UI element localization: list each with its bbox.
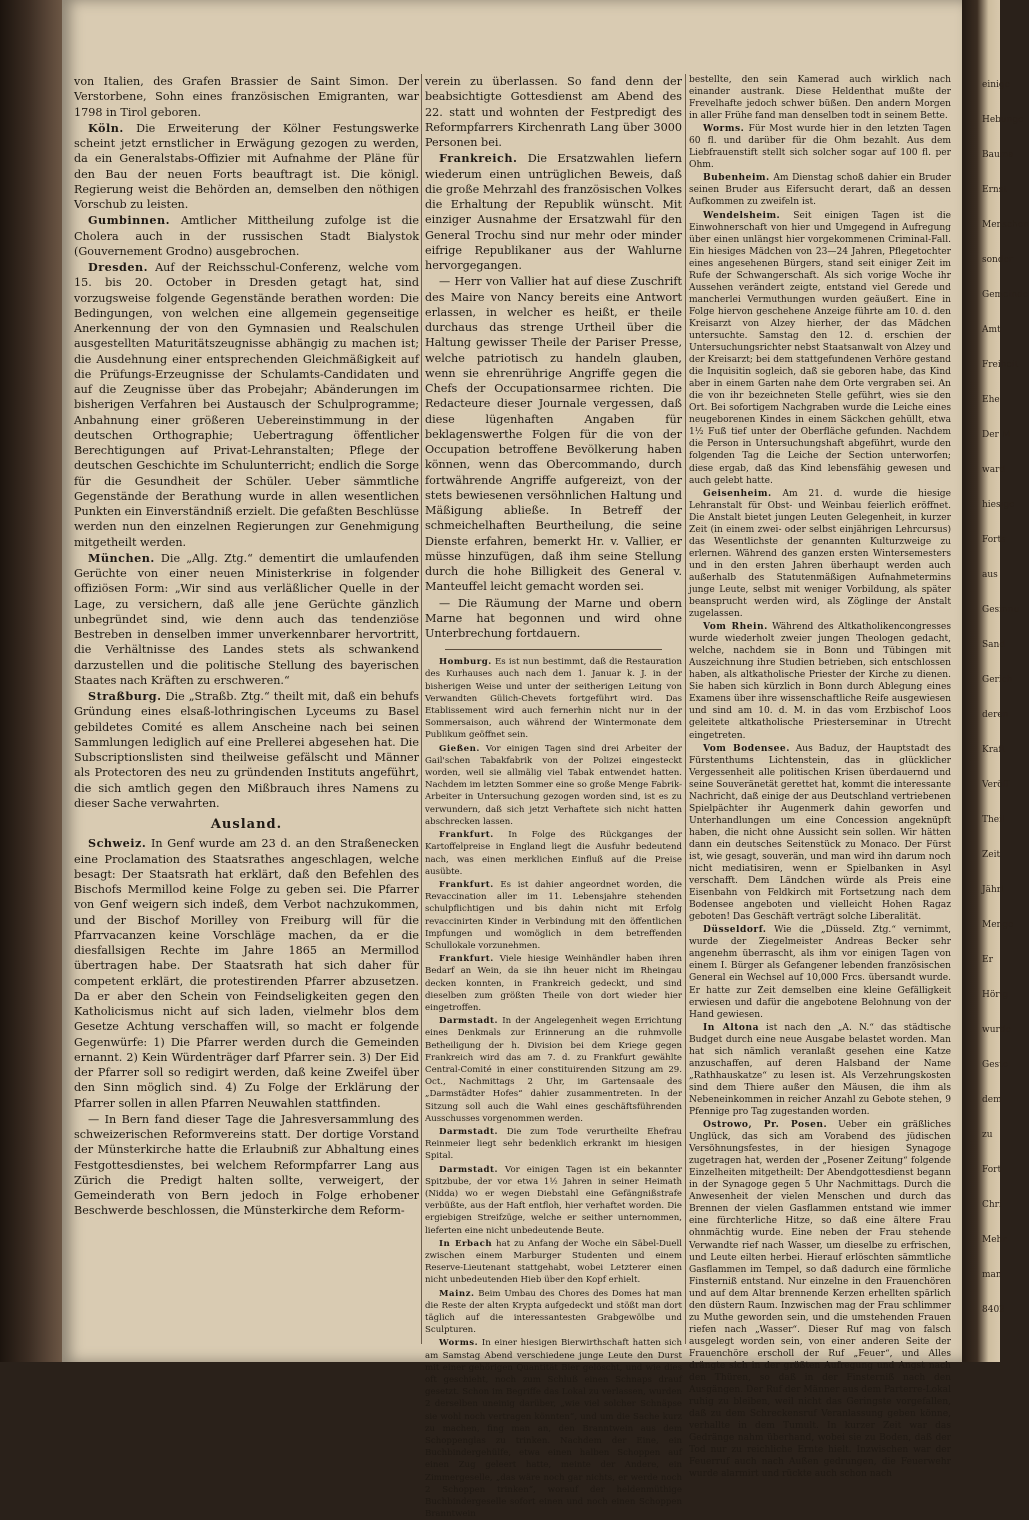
dateline: Düsseldorf. (703, 924, 767, 936)
edge-text-fragment: hiesige (982, 500, 1015, 510)
article-darmstadt-3 (425, 1164, 682, 1237)
edge-text-fragment: Sand (982, 640, 1006, 650)
dateline: München. (88, 550, 155, 565)
edge-text-fragment: deren (982, 710, 1009, 720)
dateline: Frankreich. (439, 151, 518, 166)
edge-text-fragment: Amt (982, 325, 1001, 335)
article-text: Auf der Reichsschul-Conferenz, welche vom 15. bis 20. October in Dresden getagt hat, sind vorzugsweise folgende Gegenstände berathen worden: Die Bedingungen, von welchen eine allgemein gegenseitige Anerkennung der von den Gymnasien und Realschulen ausgestellten Maturitätszeugnisse abhängig zu machen ist; die Ausdehnung einer entsprechenden Gleichmäßigkeit auf die Prüfungs-Erzeugnisse der Schulamts-Candidaten und auf die Zeugnisse über das Probejahr; Abänderungen im bisherigen Verfahren bei Austausch der Schulprogramme; Anbahnung einer größeren Uebereinstimmung in der deutschen Orthographie; Uebertragung öffentlicher Berechtigungen auf Privat-Lehranstalten; Pflege der deutschen Geschichte im Schulunterricht; endlich die Sorge für die Gesundheit der Schüler. Ueber sämmtliche Gegenstände der Berathung wurde in allen wesentlichen Punkten ein Einverständniß erzielt. Die gefaßten Beschlüsse werden nun den einzelnen Regierungen zur Genehmigung mitgetheilt werden. (74, 261, 419, 549)
edge-text-fragment: man (982, 1270, 1002, 1280)
dateline: Homburg. (439, 657, 492, 668)
edge-text-fragment: Gerich (982, 675, 1013, 685)
article-text: Aus Baduz, der Hauptstadt des Fürstenthums Lichtenstein, das in glücklicher Vergessenheit alle politischen Krisen überdauernd und seine Souveränetät gerettet hat, kommt die interessante Nachricht, daß einige der aus Deutschland vertriebenen Spielpächter ihr Augenmerk dahin geworfen und Unterhandlungen um eine Concession angeknüpft haben, die nicht ohne Aussicht sein sollen. Wir hätten dann ein deutsches Seitenstück zu Monaco. Der Fürst ist, wie gesagt, souverän, und man wird ihn darum noch nicht mediatisiren, wenn er Spielbanken in Asyl verschafft. Dem Ländchen würde als Preis eine Eisenbahn von Feldkirch mit Fortsetzung nach dem Bodensee angeboten und vielleicht Hohen Ragaz geboten! Das Geschäft verträgt solche Liberalität. (689, 743, 951, 923)
dateline: Geisenheim. (703, 487, 772, 499)
edge-text-fragment: zu (982, 1130, 993, 1140)
edge-text-fragment: Er (982, 955, 993, 965)
dateline: In Altona (703, 1021, 759, 1033)
dateline: Straßburg. (88, 689, 162, 703)
next-page-edge (962, 0, 1029, 1362)
article-text: Vor einigen Tagen sind drei Arbeiter der Gail'schen Tabakfabrik von der Polizei eingesteckt worden, weil sie allmälig viel Tabak entwendet hatten. Nachdem im letzten Sommer eine so große Menge Fabrik-Arbeiter in Untersuchung gezogen worden sind, ist es zu verwundern, daß sich jetzt Verhaftete sich nicht hatten abschrecken lassen. (425, 743, 682, 827)
article-text: Am Dienstag schoß dahier ein Bruder seinen Bruder aus Eifersucht derart, daß an dessen Aufkommen zu zweifeln ist. (689, 173, 951, 208)
newspaper-page (62, 0, 962, 1520)
article-homburg (425, 656, 682, 741)
edge-text-fragment: sonder (982, 255, 1014, 265)
article-vom-rhein (689, 621, 951, 741)
article-marne: — Die Räumung der Marne und obern Marne hat begonnen und wird ohne Unterbrechung fortdauern. (425, 596, 682, 640)
article-frankfurt (425, 829, 682, 878)
article-erbach (425, 1238, 682, 1287)
article-text: Amtlicher Mittheilung zufolge ist die Cholera auch in der russischen Stadt Bialystok (Gouvernement Grodno) ausgebrochen. (74, 214, 419, 258)
article-text: Für Most wurde hier in den letzten Tagen 60 fl. und darüber für die Ohm bezahlt. Aus dem Liebfrauenstift stellt sich solcher sogar auf 100 fl. per Ohm. (689, 124, 951, 171)
dateline: Darmstadt. (439, 1164, 498, 1175)
edge-text-fragment: Ehe (982, 395, 1000, 405)
edge-text-fragment: Jährl (982, 885, 1004, 895)
edge-text-fragment: Zeit (982, 850, 1001, 860)
book-spine (0, 0, 62, 1362)
article-frankfurt-2 (425, 879, 682, 952)
article-ostrowo (689, 1119, 951, 1480)
edge-text-fragment: Freiheit (982, 360, 1019, 370)
article-vallier: — Herr von Vallier hat auf diese Zuschrift des Maire von Nancy bereits eine Antwort erlassen, in welcher es heißt, er theile durchaus das strenge Urtheil über die Haltung gewisser Theile der Pariser Presse, welche patriotisch zu handeln glauben, wenn sie ehrenrührige Angriffe gegen die Chefs der Occupationsarmee richten. Die Redacteure dieser Journale vergessen, daß diese lügenhaften Angaben für beklagenswerthe Folgen für die von der Occupation betroffene Bevölkerung haben können, wenn das Obercommando, durch fortwährende Angriffe aufgereizt, von der stets bewiesenen versöhnlichen Haltung und Mäßigung abließe. In Betreff der schmeichelhaften Beurtheilung, die seine Dienste erfahren, bemerkt Hr. v. Vallier, er müsse hinzufügen, daß ihm seine Stellung durch die hohe Billigkeit des General v. Manteuffel leicht gemacht worden sei. (425, 275, 682, 594)
dateline: Bubenheim. (703, 172, 770, 184)
article-text: Es ist dahier angeordnet worden, die Revaccination aller im 11. Lebensjahre stehenden schulpflichtigen und bis dahin nicht mit Erfolg revaccinirten Kinder in Verbindung mit den öffentlichen Impfungen und womöglich in dem betreffenden Schullokale vorzunehmen. (425, 879, 682, 951)
edge-text-fragment: Hörig (982, 990, 1009, 1000)
section-title-ausland: Ausland. (210, 817, 283, 832)
edge-text-fragment: Gesinnu (982, 605, 1020, 615)
article-text: Wie die „Düsseld. Ztg.“ vernimmt, wurde der Ziegelmeister Andreas Becker sehr angenehm überrascht, als ihm vor einigen Tagen von einem I. Bürger als Gefangener lebenden französischen General ein Wechsel auf 10,000 Frcs. übersandt wurde. Er hatte zur Zeit demselben eine kleine Gefälligkeit erwiesen und dafür die angebotene Belohnung von der Hand gewiesen. (689, 925, 951, 1020)
article-worms (689, 123, 951, 171)
dateline: Schweiz. (88, 836, 147, 851)
section-divider (445, 649, 662, 650)
edge-text-fragment: Menschen (982, 220, 1029, 230)
edge-text-fragment: wurde (982, 1025, 1011, 1035)
edge-text-fragment: Chri (982, 1200, 1002, 1210)
edge-text-fragment: Fort (982, 1165, 1002, 1175)
dateline: Ostrowo, Pr. Posen. (703, 1119, 828, 1131)
article-text: Die „Allg. Ztg.“ dementirt die umlaufenden Gerüchte von einer neuen Ministerkrise in folgender offiziösen Form: „Wir sind aus verläßlicher Quelle in der Lage, zu versichern, daß alle jene Gerüchte gänzlich unbegründet sind, wie denn auch das tendenziöse Bestreben in denselben immer unverkennbarer hervortritt, die Verhältnisse des Landes stets als schwankend darzustellen und die politische Stellung des bayerischen Staates nach Kräften zu erschweren.“ (74, 551, 419, 687)
edge-text-fragment: Kraft (982, 745, 1006, 755)
paragraph: bestellte, den sein Kamerad auch wirklich nach einander austrank. Diese Heldenthat mußte der Frevelhafte jedoch schwer büßen. Den andern Morgen in aller Frühe fand man denselben todt in seinem Bette. (689, 75, 951, 122)
article-text: hat zu Anfang der Woche ein Säbel-Duell zwischen einem Marburger Studenten und einem Reserve-Lieutenant stattgehabt, wobei Letzterer einen nicht unbedeutenden Hieb über den Kopf erhielt. (425, 1238, 683, 1286)
column-3 (689, 74, 951, 1480)
edge-text-fragment: Veröff (982, 780, 1010, 790)
dateline: Frankfurt. (439, 879, 494, 890)
article-schweiz (74, 836, 419, 1111)
dateline: Vom Rhein. (703, 621, 768, 633)
edge-text-fragment: Mehr (982, 1235, 1007, 1245)
edge-text-fragment: Hebunge (982, 115, 1024, 125)
article-dresden (74, 260, 419, 550)
dateline: Vom Bodensee. (703, 742, 790, 754)
article-duesseldorf (689, 924, 951, 1020)
local-news (425, 656, 682, 1520)
column-1 (74, 74, 419, 1349)
column-rule (685, 74, 686, 1344)
article-text: Viele hiesige Weinhändler haben ihren Bedarf an Wein, da sie ihn heuer nicht im Rheingau decken konnten, in Frankreich gedeckt, und sind dieselben zum größten Theile von dort wieder hier eingetroffen. (425, 954, 682, 1013)
dateline: In Erbach (439, 1238, 493, 1249)
article-giessen (425, 743, 682, 828)
dateline: Gießen. (439, 743, 480, 754)
column-2 (425, 74, 683, 1520)
article-altona (689, 1022, 951, 1118)
article-bubenheim (689, 172, 951, 208)
edge-text-fragment: aus (982, 570, 998, 580)
edge-text-fragment: einige (982, 80, 1010, 90)
article-frankfurt-3 (425, 953, 682, 1014)
edge-text-fragment: ward (982, 465, 1006, 475)
column-rule (421, 74, 422, 1344)
edge-text-fragment: Ernst (982, 185, 1007, 195)
article-bodensee (689, 743, 951, 924)
article-text: Die „Straßb. Ztg.“ theilt mit, daß ein behufs Gründung eines elsaß-lothringischen Lyceums zu Basel gebildetes Comité es allem Anscheine nach bei seinen Sammlungen lediglich auf eine Prellerei abgesehen hat. Die Subscriptionslisten sind theilweise gefälscht und Männer als Protectoren des neu zu gründenden Instituts angeführt, die sich amtlich gegen den Mißbrauch ihres Namens zu dieser Sache verwahrten. (74, 690, 419, 810)
article-geisenheim (689, 488, 951, 621)
article-strassburg (74, 689, 419, 811)
dateline: Darmstadt. (439, 1126, 498, 1137)
article-mainz (425, 1288, 682, 1337)
edge-text-fragment: Gemeinde (982, 290, 1029, 300)
article-darmstadt-2 (425, 1126, 682, 1163)
article-worms (425, 1337, 682, 1520)
article-muenchen (74, 551, 419, 688)
edge-text-fragment: Menge (982, 920, 1014, 930)
article-wendelsheim (689, 210, 951, 487)
article-bern: — In Bern fand dieser Tage die Jahresversammlung des schweizerischen Reformvereins statt. Der dortige Vorstand der Münsterkirche hatte die Erlaubniß zur Abhaltung eines Festgottesdienstes, bei welchem Reformpfarrer Lang aus Zürich die Predigt halten sollte, verweigert, der Gemeinderath von Bern jedoch in Folge erhobener Beschwerde beschlossen, die Münsterkirche dem Reform- (74, 1112, 419, 1218)
article-text: In einer hiesigen Bierwirthschaft hatten sich am Samstag Abend verschiedene junge Leute den Durst mit einer gehörigen Quantität Bier gelöscht, und wie dies oft geschieht, noch zum Schluß einen Schnaps drauf gesetzt. Schon im Begriffe das Lokal zu verlassen, wurden 2 derselben uneinig darüber, „wie viel solcher Schnäpse sie wohl noch vertragen könnten“, und um die Sache kurz zu machen, fing man an, den Branntwein aus dem Schoppenglas zu trinken. Nachdem der Eine, ein Buchbindergehülfe, etwa einen halben Schoppen auf einen Zug geleert hatte, meinte der Andere, ein Zimmergeselle, „das wäre noch gar nichts, er werde noch 2 Schoppen trinken“, worauf der heldenmüthige Buchbindergeselle sofort einen und noch einen Schoppen Branntwein (425, 1338, 683, 1520)
article-text: In Folge des Rückganges der Kartoffelpreise in England liegt die Ausfuhr bedeutend nach, was einen merklichen Einfluß auf die Preise ausübte. (425, 830, 683, 877)
article-text: In der Angelegenheit wegen Errichtung eines Denkmals zur Erinnerung an die ruhmvolle Betheiligung der h. Division bei dem Kriege gegen Frankreich wird das am 7. d. zu Frankfurt gewählte Central-Comité in einer constituirenden Sitzung am 29. Oct., Nachmittags 2 Uhr, im Gartensaale des „Darmstädter Hofes“ dahier zusammentreten. In der Sitzung soll auch die Wahl eines geschäftsführenden Ausschusses vorgenommen werden. (425, 1016, 682, 1124)
article-text: Am 21. d. wurde die hiesige Lehranstalt für Obst- und Weinbau feierlich eröffnet. Die Anstalt bietet jungen Leuten Gelegenheit, in kurzer Zeit (in einem zwei- oder selbst einjährigen Lehrcursus) das Wesentlichste der genannten Kulturzweige zu erlernen. Während des ganzen ersten Wintersemesters und in den ersten Jahren überhaupt werden auch außerhalb des Statutenmäßigen Aufnahmetermins junge Leute, selbst mit weniger Vorbildung, als später beansprucht werden wird, als Zöglinge der Anstalt zugelassen. (689, 488, 951, 620)
edge-text-fragment: 8402 (982, 1305, 1005, 1315)
article-text: Während des Altkatholikencongresses wurde wiederholt zweier jungen Theologen gedacht, welche, nachdem sie in Bonn und Tübingen mit Auszeichnung ihre Studien betrieben, sich entschlossen haben, als altkatholische Priester der Kirche zu dienen. Sie haben sich kürzlich in Bonn durch Ablegung eines Examens über ihre wissenschaftliche Reife ausgewiesen und sind am 10. d. M. in das vom Erzbischof Loos geleitete altkatholische Priesterseminar in Utrecht eingetreten. (689, 622, 951, 741)
dateline: Frankfurt. (439, 954, 494, 965)
article-text: Beim Umbau des Chores des Domes hat man die Reste der alten Krypta aufgedeckt und stößt man dort täglich auf die interessantesten Grabgewölbe und Sculpturen. (425, 1288, 683, 1336)
dateline: Mainz. (439, 1288, 475, 1299)
dateline: Worms. (703, 123, 745, 135)
dateline: Gumbinnen. (88, 213, 171, 228)
article-frankreich (425, 151, 682, 273)
edge-text-fragment: Bauma (982, 150, 1014, 160)
article-text: Die Erweiterung der Kölner Festungswerke scheint jetzt ernstlicher in Erwägung gezogen zu werden, da ein Generalstabs-Offizier mit Aufnahme der Pläne für den Bau der neuen Forts beauftragt ist. Die königl. Regierung weist die Behörden an, demselben den nöthigen Vorschub zu leisten. (74, 121, 419, 211)
edge-text-fragment: Geste (982, 1060, 1009, 1070)
article-text: Seit einigen Tagen ist die Einwohnerschaft von hier und Umgegend in Aufregung über einen unlängst hier vorgekommenen Criminal-Fall. Ein hiesiges Mädchen von 23—24 Jahren, Pflegetochter eines angesehenen Bürgers, stand seit einiger Zeit im Rufe der Schwangerschaft. Als sich vorige Woche ihr Aussehen verändert zeigte, entstand viel Gerede und mancherlei Vermuthungen wurden geäußert. Eine in Folge hiervon geschehene Anzeige führte am 10. d. den Kreisarzt von Alzey hierher, der das Mädchen untersuchte. Samstag den 12. d. erschien der Untersuchungsrichter nebst Staatsanwalt von Alzey und der Kreisarzt; bei dem stattgefundenen Verhöre gestand die Inquisitin sogleich, daß sie geboren habe, das Kind aber in einem Garten nahe dem Orte vergraben sei. An die von ihr bezeichneten Stelle geführt, wies sie den Ort. Bei sofortigem Nachgraben wurde die Leiche eines neugeborenen Kindes in einem Säckchen gehüllt, etwa 1½ Fuß tief unter der Oberfläche gefunden. Nachdem die Person in Untersuchungshaft abgeführt, wurde den folgenden Tag die Leiche der Section unterworfen; diese ergab, daß das Kind lebensfähig gewesen und auch gelebt hatte. (689, 210, 951, 486)
paragraph: von Italien, des Grafen Brassier de Saint Simon. Der Verstorbene, Sohn eines französischen Emigranten, war 1798 in Tirol geboren. (74, 75, 419, 119)
article-text: In Genf wurde am 23 d. an den Straßenecken eine Proclamation des Staatsrathes angeschlagen, welche besagt: Der Staatsrath hat erklärt, daß den Befehlen des Bischofs Mermillod keine Folge zu geben sei. Die Pfarrer von Genf weigern sich indeß, dem Verbot nachzukommen, und der Bischof Morilley von Freiburg will für die Pfarrvacanzen keine Vorschläge machen, da er die diesfallsigen Rechte im Jahre 1865 an Mermillod übertragen habe. Der Staatsrath hat sich daher für competent erklärt, die protestirenden Pfarrer abzusetzen. Da er aber den Schein von Feindseligkeiten gegen den Katholicismus nicht auf sich laden, vielmehr blos dem Gesetze Achtung verschaffen will, so macht er folgende Gegenwürfe: 1) Die Pfarrer werden durch die Gemeinden ernannt. 2) Kein Würdenträger darf Pfarrer sein. 3) Der Eid der Pfarrer soll so redigirt werden, daß keine Zweifel über den Sinn möglich sind. 4) Zu Folge der Erklärung der Pfarrer sollen in allen Pfarren Neuwahlen stattfinden. (74, 837, 420, 1110)
article-text: Die zum Tode verurtheilte Ehefrau Reinmeier liegt sehr bedenklich erkrankt im hiesigen Spital. (425, 1126, 682, 1162)
edge-text-fragment: Der M (982, 430, 1011, 440)
article-koeln (74, 121, 419, 213)
dateline: Köln. (88, 120, 124, 135)
article-text: Es ist nun bestimmt, daß die Restauration des Kurhauses auch nach dem 1. Januar k. J. in der bisherigen Weise und unter der seitherigen Leitung von Verwandten Gülich-Chevets fortgeführt wird. Das Etablissement wird auch fernerhin nicht nur in der Sommersaison, auch während der Wintermonate dem Publikum geöffnet sein. (425, 657, 682, 741)
article-darmstadt (425, 1015, 682, 1125)
paragraph: verein zu überlassen. So fand denn der beabsichtigte Gottesdienst am Abend des 22. statt und wohnten der Festpredigt des Reformpfarrers Kirchenrath Lang über 3000 Personen bei. (425, 75, 682, 149)
dateline: Darmstadt. (439, 1016, 498, 1027)
dateline: Worms. (439, 1338, 479, 1349)
article-text: Die Ersatzwahlen liefern wiederum einen untrüglichen Beweis, daß die große Mehrzahl des französischen Volkes die Erhaltung der Republik wünscht. Mit einziger Ausnahme der Ersatzwahl für den General Trochu sind nur mehr oder minder eifrige Republikaner aus der Wahlurne hervorgegangen. (425, 152, 682, 272)
edge-text-fragment: dem (982, 1095, 1002, 1105)
dateline: Dresden. (88, 260, 148, 274)
edge-text-fragment: Forts (982, 535, 1006, 545)
edge-text-fragment: Theil (982, 815, 1005, 825)
article-text: Vor einigen Tagen ist ein bekannter Spitzbube, der vor etwa 1½ Jahren in seiner Heimath (Nidda) wo er wegen Diebstahl eine Gefängnißstrafe verbüßte, aus der Haft entfloh, hier verhaftet worden. Die ergiebigen Streifzüge, welche er seither unternommen, lieferten eine nicht unbedeutende Beute. (425, 1164, 682, 1236)
dateline: Wendelsheim. (703, 209, 781, 221)
article-text: Ueber ein gräßliches Unglück, das sich am Vorabend des jüdischen Versöhnungsfestes, in der hiesigen Synagoge zugetragen hat, werden der „Posener Zeitung“ folgende Einzelheiten mitgetheilt: Der Abendgottesdienst begann in der Synagoge gegen 5 Uhr Nachmittags. Durch die Anwesenheit der vielen Menschen und durch das Brennen der vielen Gasflammen entstand wie immer eine fürchterliche Hitze, so daß eine ältere Frau ohnmächtig wurde. Eine neben der Frau stehende Verwandte rief nach Wasser, um dieselbe zu erfrischen, und Leute eilten herbei. Hierauf erlöschten sämmtliche Gasflammen im Tempel, so daß dadurch eine förmliche Finsterniß entstand. Nur einzelne in den Frauenchören und auf dem Altar brennende Kerzen erhellten spärlich den düstern Raum. Inzwischen mag der Frau schlimmer zu Muthe geworden sein, und die umstehenden Frauen riefen nach „Wasser“. Dieser Ruf mag von falsch ausgelegt worden sein, von einer anderen Seite der Frauenchöre erscholl der Ruf „Feuer“, und Alles drängte sich in der größten Aufregung und Angst nach den Thüren, so daß in der Finsterniß nach den Ausgängen. Der Ruf der Männer aus dem Parterre-Lokal ruhig zu bleiben, weil nicht das Geringste vorgefallen, daß zu dem Schreckensruf Veranlassung geben könne, verhallte in dem Tumult. In kurzer Zeit war das Gedränge nahm überhand, wobei sie zu Boden, daß der Tod nur zu reichliche Ernte hielt. Inzwischen war der Feuerruf auch nach Außen gedrungen, die Feuerwehr wurde alarmirt und rückte auch schon nach (689, 1120, 951, 1480)
article-text: ist nach den „A. N.“ das städtische Budget durch eine neue Ausgabe belastet worden. Man hat sich nämlich veranlaßt gesehen eine Katze anzuschaffen, auf deren Halsband der Name „Rathhauskatze“ zu lesen ist. Als Verzehrungskosten sind dem Thiere außer den Mäusen, die ihm als Nebeneinkommen in reicher Anzahl zu Gebote stehen, 9 Pfennige pro Tag zugestanden worden. (689, 1022, 951, 1117)
article-gumbinnen (74, 213, 419, 259)
dateline: Frankfurt. (439, 830, 494, 841)
